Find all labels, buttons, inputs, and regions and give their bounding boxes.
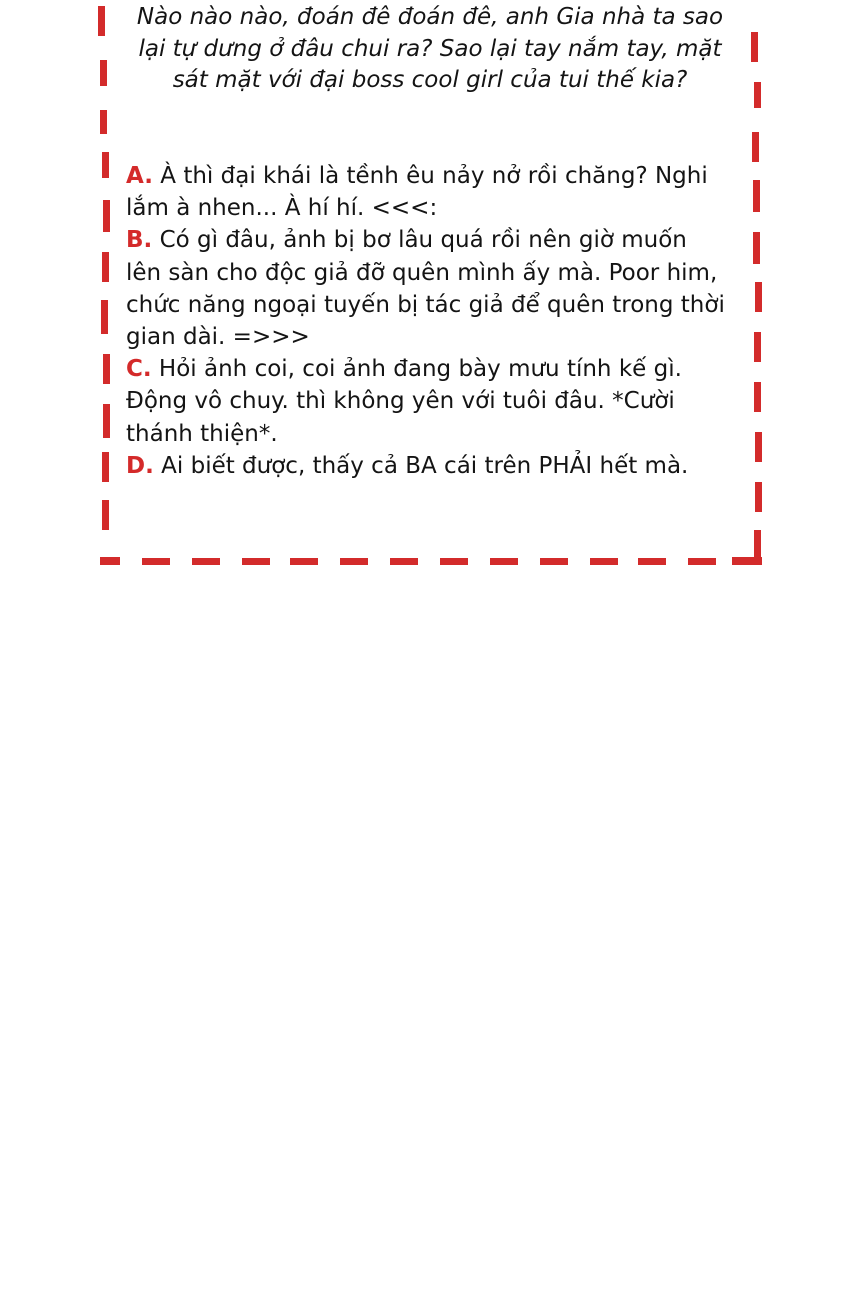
answer-letter: D. [126,452,154,479]
answer-letter: A. [126,163,153,189]
answer-c [126,353,726,450]
answer-text: Hỏi ảnh coi, coi ảnh đang bày mưu tính kế gì. Động vô chuy. thì không yên với tuôi đâu. *Cười thánh thiện*. [126,356,682,447]
answer-text: Có gì đâu, ảnh bị bơ lâu quá rồi nên giờ muốn lên sàn cho độc giả đỡ quên mình ấy mà. Poor him, chức năng ngoại tuyến bị tác giả để quên trong thời gian dài. =>>> [126,227,725,351]
right-border [751,32,762,560]
left-border [98,6,110,530]
answer-letter: C. [126,356,152,383]
answer-d [126,450,726,482]
answer-list [126,160,726,482]
answer-text: À thì đại khái là tềnh êu nảy nở rồi chăng? Nghi lắm à nhen... À hí hí. <<<: [126,163,708,222]
answer-a [126,160,726,224]
question-text: Nào nào nào, đoán đê đoán đê, anh Gia nhà ta sao lại tự dưng ở đâu chui ra? Sao lại tay nắm tay, mặt sát mặt với đại boss cool girl của tui thế kia? [136,4,724,93]
answer-letter: B. [126,227,153,254]
answer-b [126,224,726,353]
bottom-border [100,557,762,565]
answer-text: Ai biết được, thấy cả BA cái trên PHẢI hết mà. [153,452,689,479]
